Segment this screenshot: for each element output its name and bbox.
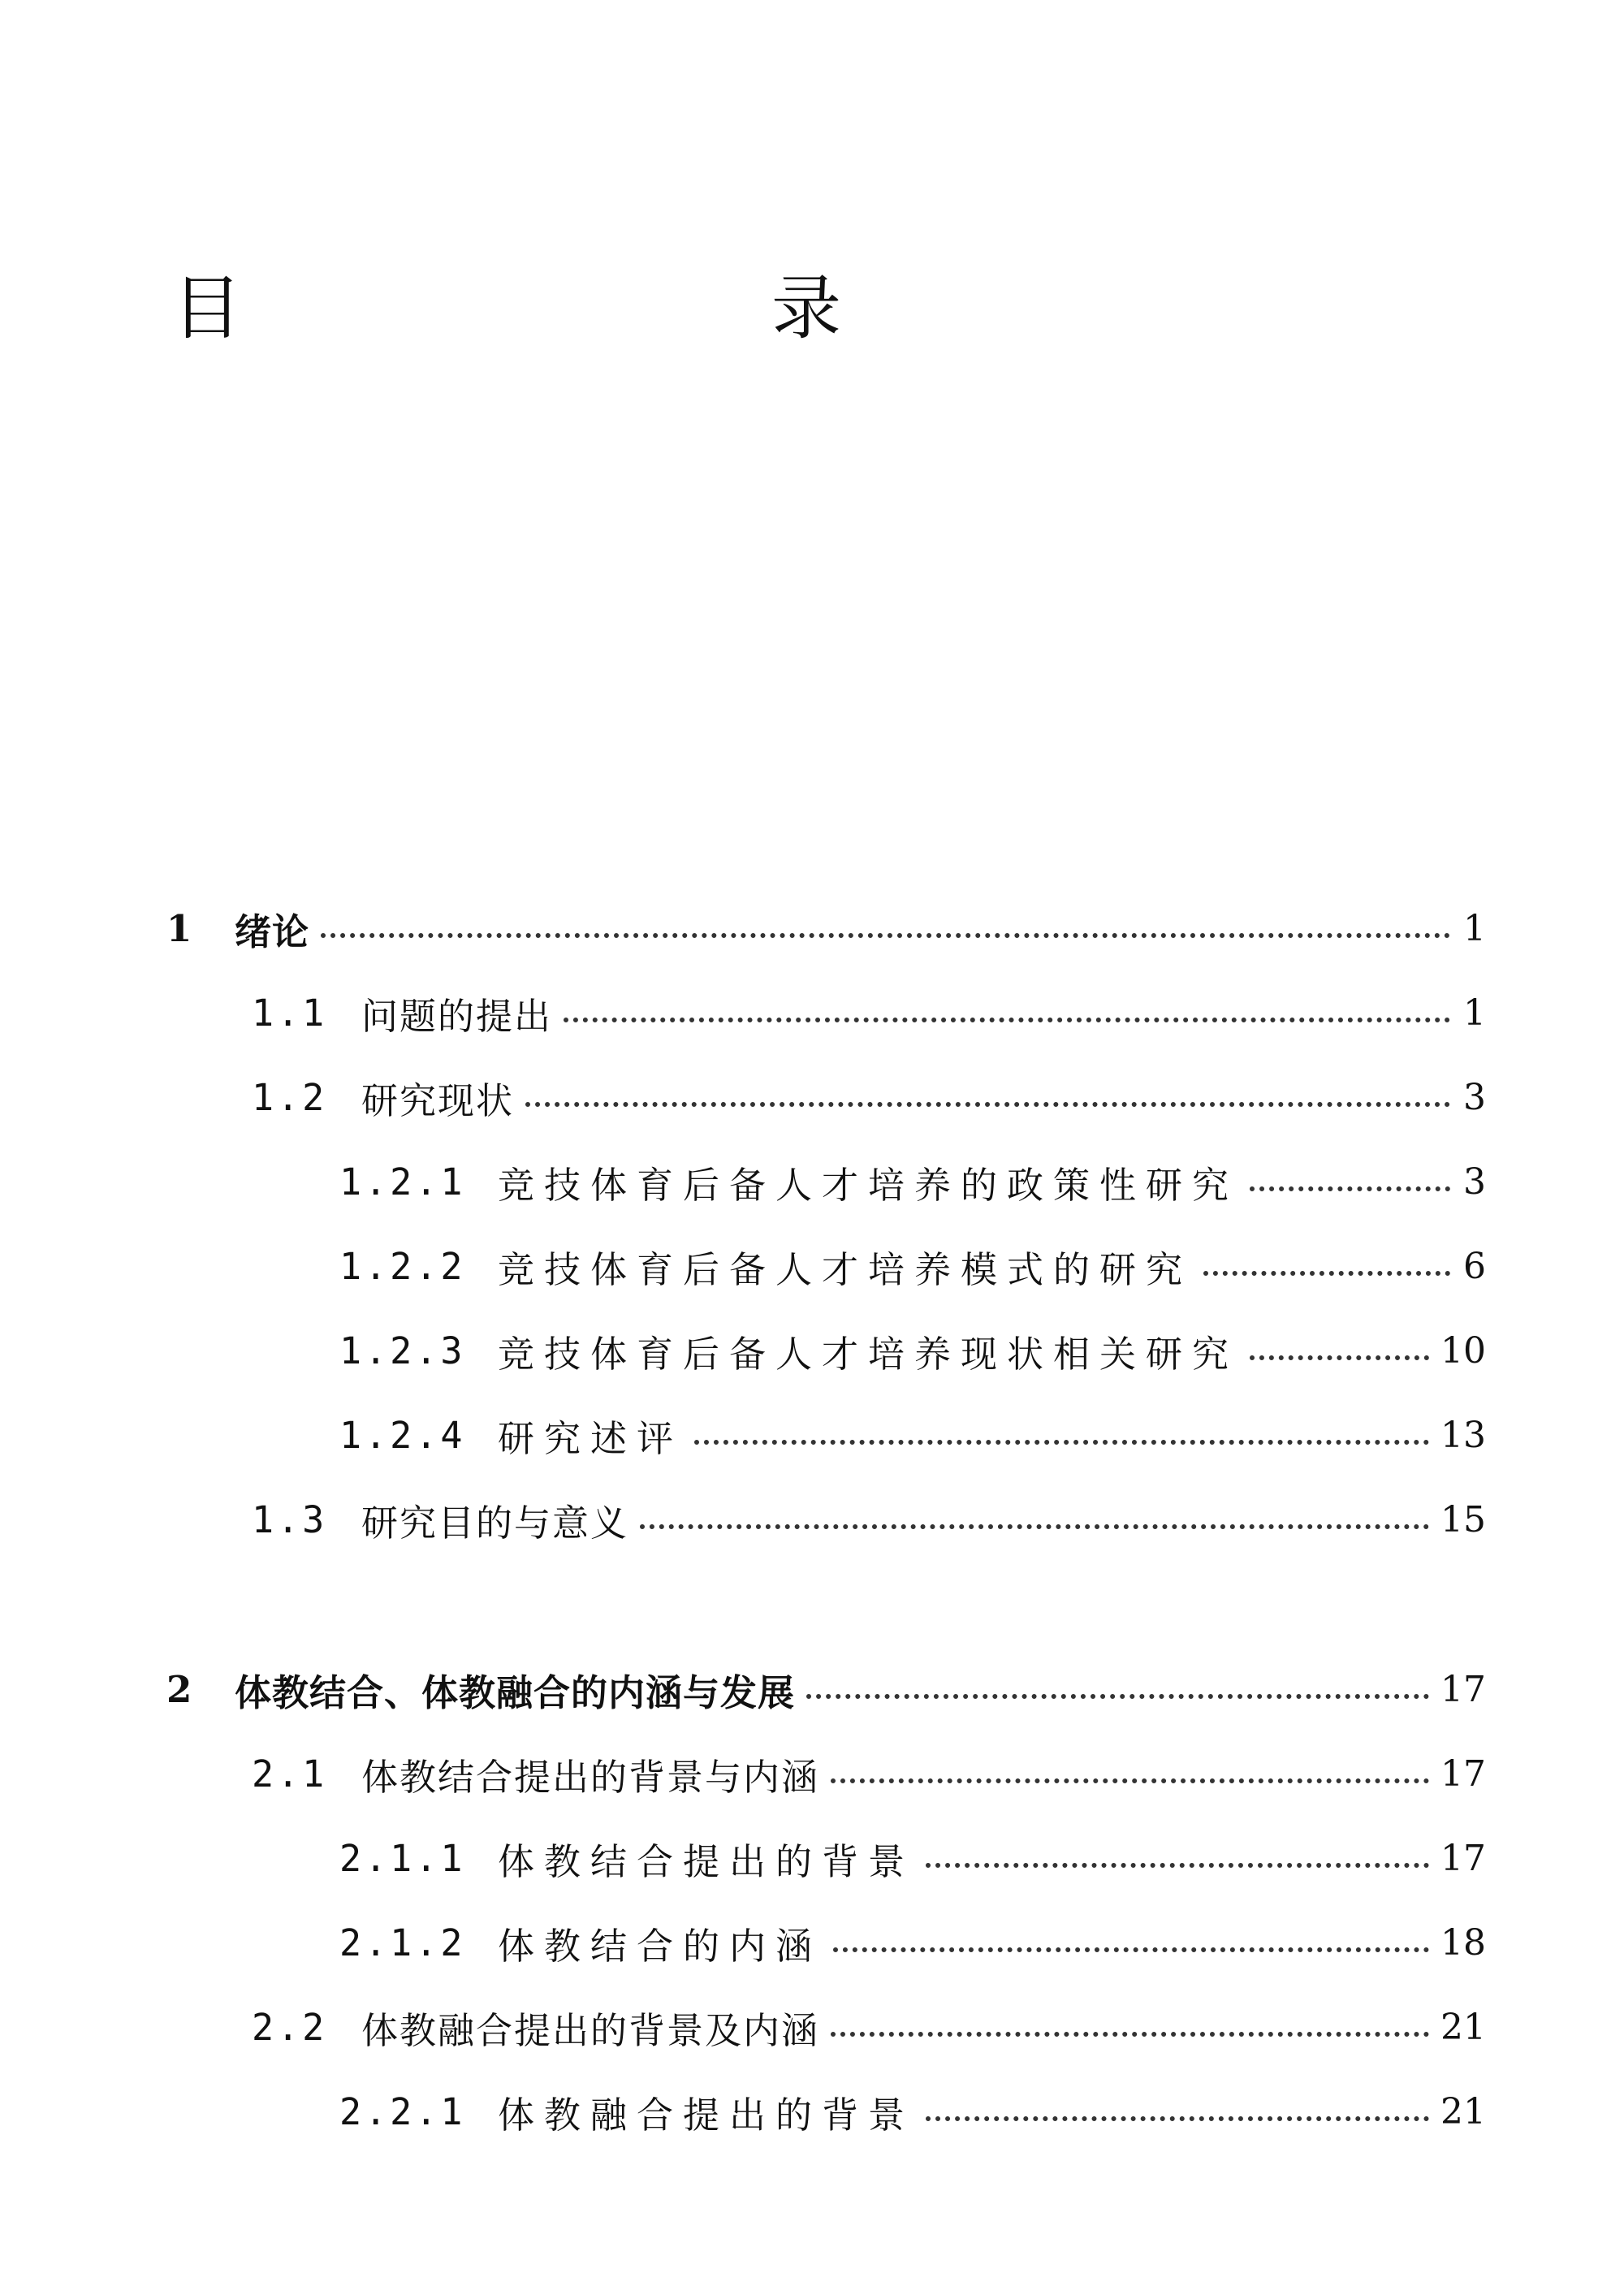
toc-label: 问题的提出 (361, 994, 553, 1038)
toc-number: 2.2 (252, 2005, 328, 2049)
toc-label: 体教融合提出的背景 (498, 2093, 915, 2137)
dot-leader (640, 1524, 1429, 1529)
toc-entry-1-1[interactable] (0, 984, 1486, 1041)
toc-number: 1.2.3 (339, 1329, 466, 1372)
toc-number: 1.2.4 (339, 1413, 466, 1457)
toc-number: 1.2 (252, 1075, 328, 1119)
toc-page-number: 3 (1463, 1076, 1486, 1118)
toc-page-number: 13 (1440, 1414, 1486, 1456)
toc-label: 竞技体育后备人才培养的政策性研究 (498, 1163, 1239, 1207)
toc-page-number: 3 (1463, 1160, 1486, 1203)
toc-number: 2.2.1 (339, 2089, 466, 2133)
toc-page-number: 21 (1440, 2006, 1486, 2048)
toc-entry-2-1-1[interactable] (0, 1830, 1486, 1886)
toc-page-number: 17 (1440, 1837, 1486, 1879)
toc-label: 竞技体育后备人才培养模式的研究 (498, 1247, 1193, 1291)
dot-leader (321, 933, 1450, 938)
dot-leader (833, 1947, 1429, 1952)
page-title: 目 录 (172, 268, 971, 349)
toc-page-number: 17 (1440, 1752, 1486, 1795)
toc-number: 2.1 (252, 1752, 328, 1795)
toc-page-number: 1 (1463, 992, 1486, 1034)
dot-leader (831, 2032, 1429, 2037)
toc-page-number: 6 (1463, 1245, 1486, 1287)
toc-label: 研究目的与意义 (361, 1501, 629, 1545)
dot-leader (926, 1863, 1429, 1868)
toc-number: 1.1 (252, 991, 328, 1035)
toc-entry-1[interactable] (0, 900, 1486, 957)
toc-page-number: 15 (1440, 1498, 1486, 1541)
toc-entry-1-3[interactable] (0, 1491, 1486, 1548)
dot-leader (1250, 1355, 1429, 1360)
toc-entry-2-1-2[interactable] (0, 1914, 1486, 1971)
dot-leader (694, 1440, 1429, 1445)
toc-label: 体教结合提出的背景 (498, 1839, 915, 1883)
dot-leader (831, 1778, 1429, 1783)
toc-number: 1.2.1 (339, 1160, 466, 1203)
toc-entry-1-2-1[interactable] (0, 1153, 1486, 1210)
toc-entry-2-2[interactable] (0, 1999, 1486, 2055)
toc-label: 体教结合、体教融合的内涵与发展 (235, 1670, 796, 1714)
toc-entry-2[interactable] (0, 1661, 1486, 1718)
dot-leader (564, 1018, 1450, 1022)
toc-label: 研究现状 (361, 1078, 515, 1122)
toc-page-number: 1 (1463, 907, 1486, 949)
toc-entry-1-2-2[interactable] (0, 1238, 1486, 1294)
dot-leader (525, 1102, 1450, 1107)
toc-label: 体教结合提出的背景与内涵 (361, 1755, 820, 1799)
toc-entry-2-2-1[interactable] (0, 2083, 1486, 2140)
toc-label: 体教结合的内涵 (498, 1924, 823, 1968)
toc-label: 竞技体育后备人才培养现状相关研究 (498, 1332, 1239, 1376)
toc-page-number: 21 (1440, 2090, 1486, 2133)
dot-leader (1250, 1186, 1450, 1191)
toc-number: 2.1.2 (339, 1921, 466, 1964)
toc-number: 1.3 (252, 1497, 328, 1541)
toc-number: 1.2.2 (339, 1244, 466, 1288)
dot-leader (806, 1694, 1429, 1699)
toc-page-number: 17 (1440, 1668, 1486, 1710)
toc-entry-1-2-4[interactable] (0, 1407, 1486, 1463)
toc-label: 体教融合提出的背景及内涵 (361, 2008, 820, 2052)
toc-entry-2-1[interactable] (0, 1745, 1486, 1802)
toc-label: 研究述评 (498, 1416, 684, 1460)
toc-entry-1-2[interactable] (0, 1069, 1486, 1126)
toc-number: 1 (166, 906, 192, 950)
toc-page-number: 10 (1440, 1329, 1486, 1372)
toc-entry-1-2-3[interactable] (0, 1322, 1486, 1379)
dot-leader (1203, 1271, 1450, 1276)
toc-number: 2 (166, 1667, 192, 1711)
toc-page-number: 18 (1440, 1921, 1486, 1964)
toc-label: 绪论 (235, 910, 310, 953)
toc-number: 2.1.1 (339, 1836, 466, 1880)
dot-leader (926, 2116, 1429, 2121)
